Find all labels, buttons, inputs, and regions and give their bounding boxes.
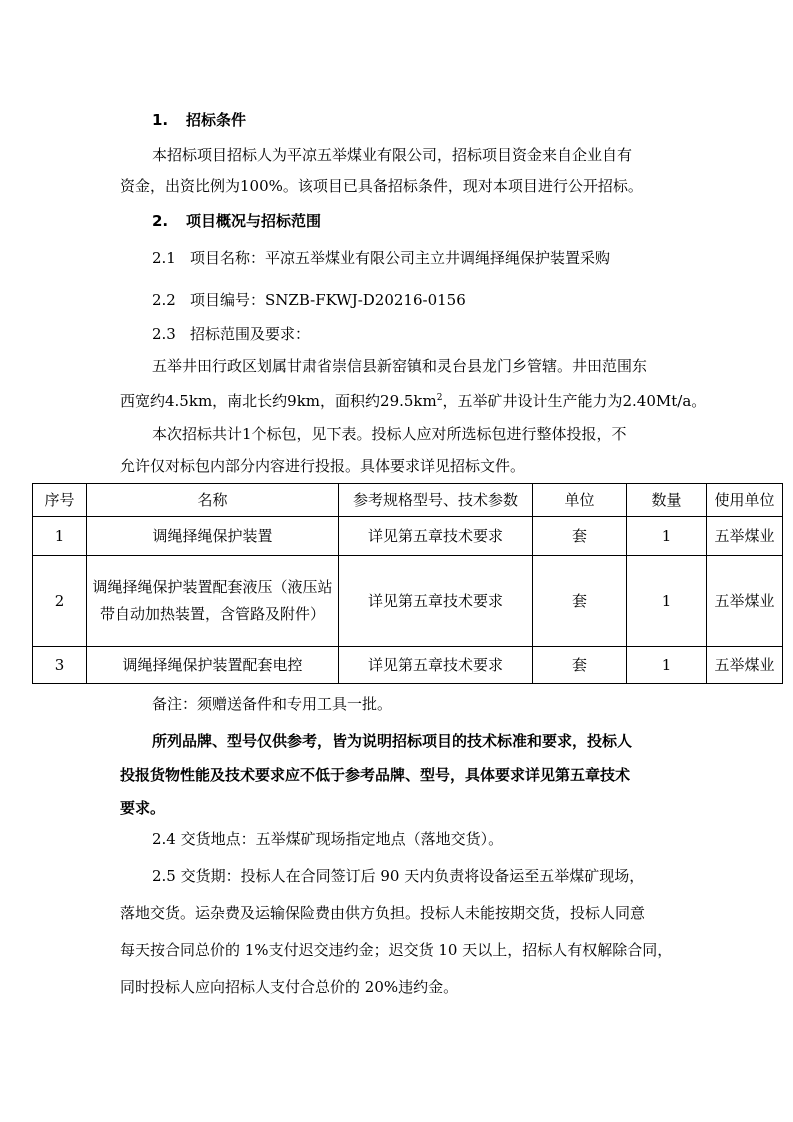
section-1-para-line-2: 资金，出资比例为100%。该项目已具备招标条件，现对本项目进行公开招标。 [120, 177, 643, 195]
item-2-5-line-2: 落地交货。运杂费及运输保险费由供方负担。投标人未能按期交货，投标人同意 [120, 904, 646, 922]
lot-line-1: 本次招标共计1个标包，见下表。投标人应对所选标包进行整体投报，不 [152, 425, 627, 443]
section-1-number: 1. [152, 111, 169, 129]
item-2-5-line-1: 2.5 交货期：投标人在合同签订后 90 天内负责将设备运至五举煤矿现场， [152, 867, 645, 885]
scope-line-2 [120, 391, 706, 411]
table-row [33, 647, 783, 684]
cell-name: 调绳择绳保护装置 [87, 517, 339, 556]
item-2-5-line-4: 同时投标人应向招标人支付合总价的 20%违约金。 [120, 978, 459, 996]
item-2-1-text: 项目名称：平凉五举煤业有限公司主立井调绳择绳保护装置采购 [190, 249, 611, 267]
cell-name: 调绳择绳保护装置配套液压（液压站带自动加热装置，含管路及附件） [87, 556, 339, 647]
header-unit: 单位 [533, 484, 627, 517]
cell-unit: 套 [533, 556, 627, 647]
item-2-2-number: 2.2 [152, 291, 176, 309]
header-name: 名称 [87, 484, 339, 517]
cell-spec: 详见第五章技术要求 [339, 517, 533, 556]
item-2-2-text: 项目编号：SNZB-FKWJ-D20216-0156 [190, 291, 466, 309]
bold-para-line-2: 投报货物性能及技术要求应不低于参考品牌、型号，具体要求详见第五章技术 [120, 766, 631, 784]
scope-line-1: 五举井田行政区划属甘肃省崇信县新窑镇和灵台县龙门乡管辖。井田范围东 [152, 357, 648, 375]
cell-no: 2 [33, 556, 87, 647]
scope-line-2-a: 西宽约4.5km，南北长约9km，面积约29.5km [120, 392, 437, 410]
area-superscript: 2 [436, 393, 443, 403]
table-header-row [33, 484, 783, 517]
item-2-3 [152, 324, 310, 344]
cell-qty: 1 [627, 556, 707, 647]
cell-qty: 1 [627, 647, 707, 684]
section-1-heading [152, 110, 246, 130]
cell-user: 五举煤业 [707, 647, 783, 684]
bold-para-line-3: 要求。 [120, 799, 166, 817]
item-2-5-line-3: 每天按合同总价的 1%支付迟交违约金；迟交货 10 天以上，招标人有权解除合同， [120, 941, 673, 959]
table-note: 备注：须赠送备件和专用工具一批。 [152, 695, 393, 713]
section-2-heading [152, 211, 321, 231]
cell-name: 调绳择绳保护装置配套电控 [87, 647, 339, 684]
bid-items-table [32, 483, 783, 684]
section-2-number: 2. [152, 212, 169, 230]
item-2-3-number: 2.3 [152, 325, 176, 343]
cell-no: 1 [33, 517, 87, 556]
table-row [33, 556, 783, 647]
cell-spec: 详见第五章技术要求 [339, 556, 533, 647]
section-1-para-line-1: 本招标项目招标人为平凉五举煤业有限公司，招标项目资金来自企业自有 [152, 146, 633, 164]
table-row [33, 517, 783, 556]
cell-unit: 套 [533, 517, 627, 556]
item-2-1 [152, 248, 610, 268]
cell-user: 五举煤业 [707, 556, 783, 647]
header-no: 序号 [33, 484, 87, 517]
item-2-1-number: 2.1 [152, 249, 176, 267]
item-2-3-text: 招标范围及要求： [190, 325, 311, 343]
lot-line-2: 允许仅对标包内部分内容进行投报。具体要求详见招标文件。 [120, 457, 526, 475]
header-qty: 数量 [627, 484, 707, 517]
item-2-4: 2.4 交货地点：五举煤矿现场指定地点（落地交货）。 [152, 830, 504, 848]
scope-line-2-b: ，五举矿井设计生产能力为2.40Mt/a。 [442, 392, 707, 410]
cell-spec: 详见第五章技术要求 [339, 647, 533, 684]
header-user: 使用单位 [707, 484, 783, 517]
cell-user: 五举煤业 [707, 517, 783, 556]
section-2-title: 项目概况与招标范围 [186, 212, 322, 230]
cell-unit: 套 [533, 647, 627, 684]
item-2-2 [152, 290, 466, 310]
section-1-title: 招标条件 [186, 111, 247, 129]
bold-para-line-1: 所列品牌、型号仅供参考，皆为说明招标项目的技术标准和要求，投标人 [152, 732, 633, 750]
cell-no: 3 [33, 647, 87, 684]
cell-qty: 1 [627, 517, 707, 556]
header-spec: 参考规格型号、技术参数 [339, 484, 533, 517]
